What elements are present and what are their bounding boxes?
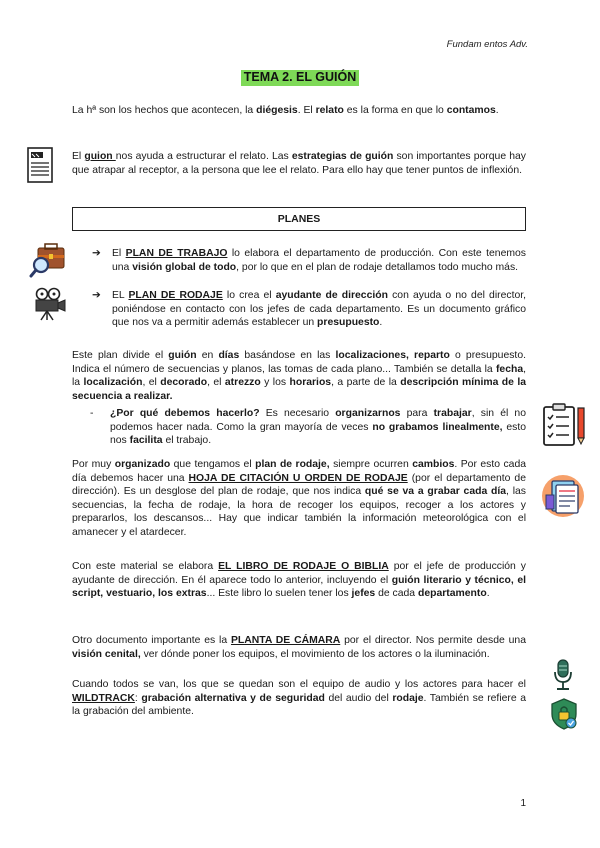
bullet-plan-trabajo: ➔ El PLAN DE TRABAJO lo elabora el departamento de producción. Con este tenemos una visión global de todo, por lo que en el plan de rodaje detallamos todo mucho más. xyxy=(92,248,526,273)
planta-paragraph: Otro documento importante es la PLANTA DE CÁMARA por el director. Nos permite desde una visión cenital, ver dónde poner los equipos, el movimiento de los actores o la iluminación. xyxy=(72,635,526,660)
arrow-bullet: ➔ xyxy=(92,290,101,301)
dash-item-por-que: - ¿Por qué debemos hacerlo? Es necesario organizarnos para trabajar, sin él no podemos hacer nada. Como la gran mayoría de veces no grabamos linealmente, esto nos facilita el trabajo. xyxy=(90,408,527,447)
arrow-bullet: ➔ xyxy=(92,248,101,259)
libro-paragraph: Con este material se elabora EL LIBRO DE RODAJE O BIBLIA por el jefe de producción y ayudante de dirección. En él aparece todo lo anterior, incluyendo el guión literario y técnico, el script, vestuario, los extras... Este libro lo suelen tener los jefes de cada departamento. xyxy=(72,561,526,600)
film-camera-icon xyxy=(32,287,68,326)
microphone-icon xyxy=(551,658,575,697)
page-title: TEMA 2. EL GUIÓN xyxy=(241,70,360,86)
shield-lock-icon xyxy=(549,697,579,736)
title-container xyxy=(0,70,600,86)
guion-paragraph: El guion nos ayuda a estructurar el relato. Las estrategias de guión son importantes porque hay que atrapar al receptor, a la persona que lee el relato. Para ello hay que tener puntos de inflexión. xyxy=(72,151,526,176)
briefcase-search-icon xyxy=(28,240,68,285)
schedule-document-icon xyxy=(540,473,586,524)
script-icon xyxy=(26,146,54,189)
divide-paragraph: Este plan divide el guión en días basándose en las localizaciones, reparto o presupuesto. Indica el número de secuencias y planos, las tomas de cada plano... También se detalla la fecha, la localización, el decorado, el atrezzo y los horarios, a parte de la descripción mínima de la secuencia a realizar. xyxy=(72,350,527,402)
wildtrack-paragraph: Cuando todos se van, los que se quedan son el equipo de audio y los actores para hacer el WILDTRACK: grabación alternativa y de seguridad del audio del rodaje. También se refiere a la grabación del ambiente. xyxy=(72,679,527,718)
header-subject: Fundam entos Adv. xyxy=(446,39,528,50)
intro-paragraph: La hª son los hechos que acontecen, la diégesis. El relato es la forma en que lo contamos. xyxy=(72,105,499,116)
planes-heading: PLANES xyxy=(72,207,526,231)
dash-bullet: - xyxy=(90,408,94,419)
page-number: 1 xyxy=(520,798,526,809)
bullet-plan-rodaje: ➔ EL PLAN DE RODAJE lo crea el ayudante de dirección con ayuda o no del director, poniéndose en contacto con los jefes de cada departamento. Es un documento gráfico que nos va a permitir además establecer un presupuesto. xyxy=(92,290,527,329)
hoja-paragraph: Por muy organizado que tengamos el plan de rodaje, siempre ocurren cambios. Por esto cada día debemos hacer una HOJA DE CITACIÓN U ORDEN DE RODAJE (por el departamento de dirección). Es un desglose del plan de rodaje, que nos indica qué se va a grabar cada día, las secuencias, la fecha de rodaje, la hora de recoger los equipos, recoger a los actores y prepararlos, los descansos... Hay que indicar también la información meteorológica con el amanecer y el atardecer. xyxy=(72,459,527,538)
clipboard-checklist-icon xyxy=(540,402,588,453)
